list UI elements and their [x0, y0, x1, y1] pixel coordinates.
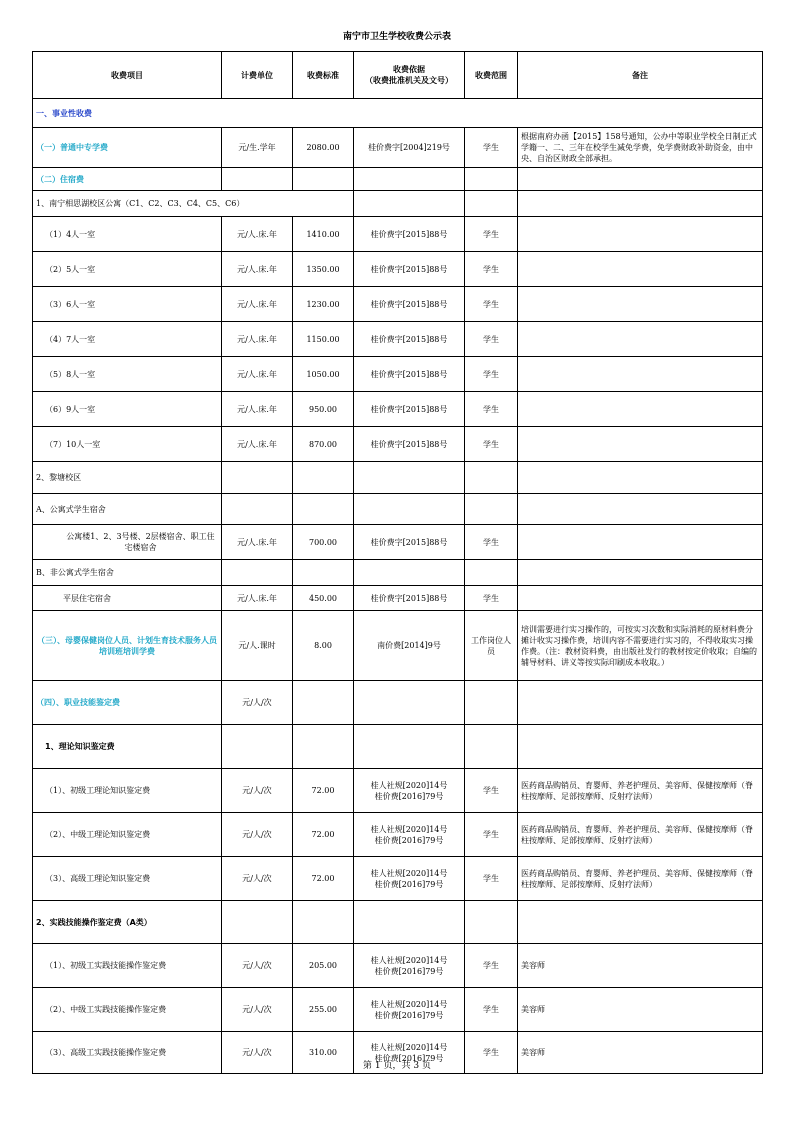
unit-cell: 元/人.床.年 — [222, 287, 293, 322]
header-note: 备注 — [518, 52, 763, 99]
basis-cell — [354, 944, 465, 988]
unit-cell: 元/人/次 — [222, 769, 293, 813]
item-cell: （2）5人一室 — [33, 252, 222, 287]
item-cell: A、公寓式学生宿舍 — [33, 494, 222, 525]
standard-cell: 72.00 — [293, 813, 354, 857]
basis-line2: 桂价费[2016]79号 — [374, 966, 444, 976]
header-item: 收费项目 — [33, 52, 222, 99]
standard-cell: 1150.00 — [293, 322, 354, 357]
item-cell: 2、黎塘校区 — [33, 462, 222, 494]
standard-cell: 72.00 — [293, 857, 354, 901]
scope-cell: 学生 — [465, 287, 518, 322]
fee-table — [32, 51, 763, 1074]
basis-cell: 桂价费字[2004]219号 — [354, 128, 465, 168]
item-cell: 平层住宅宿舍 — [33, 586, 222, 611]
scope-cell: 学生 — [465, 988, 518, 1032]
basis-cell — [354, 857, 465, 901]
table-row — [33, 611, 763, 681]
unit-cell: 元/人.床.年 — [222, 252, 293, 287]
scope-cell: 学生 — [465, 857, 518, 901]
table-row — [33, 813, 763, 857]
basis-cell — [354, 813, 465, 857]
standard-cell: 1230.00 — [293, 287, 354, 322]
unit-cell: 元/人.床.年 — [222, 427, 293, 462]
note-cell: 医药商品购销员、育婴师、养老护理员、美容师、保健按摩师（脊柱按摩师、足部按摩师、反射疗法师） — [518, 813, 763, 857]
basis-line2: 桂价费[2016]79号 — [374, 791, 444, 801]
table-row — [33, 769, 763, 813]
basis-line1: 桂人社规[2020]14号 — [370, 780, 448, 790]
unit-cell: 元/人/次 — [222, 1032, 293, 1074]
item-cell: （6）9人一室 — [33, 392, 222, 427]
table-row — [33, 586, 763, 611]
scope-cell: 学生 — [465, 392, 518, 427]
section-title: 一、事业性收费 — [33, 99, 763, 128]
scope-cell: 学生 — [465, 944, 518, 988]
note-cell: 根据南府办函【2015】158号通知，公办中等职业学校全日制正式学籍一、二、三年在校学生减免学费，免学费财政补助资金，由中央、自治区财政全部承担。 — [518, 128, 763, 168]
basis-cell — [354, 769, 465, 813]
unit-cell: 元/人.床.年 — [222, 357, 293, 392]
standard-cell: 1050.00 — [293, 357, 354, 392]
note-cell: 美容师 — [518, 944, 763, 988]
scope-cell: 学生 — [465, 217, 518, 252]
scope-cell: 学生 — [465, 586, 518, 611]
basis-line1: 桂人社规[2020]14号 — [370, 868, 448, 878]
basis-line1: 桂人社规[2020]14号 — [370, 999, 448, 1009]
scope-cell: 学生 — [465, 128, 518, 168]
basis-cell: 桂价费字[2015]88号 — [354, 217, 465, 252]
header-basis-line1: 收费依据 — [393, 65, 425, 74]
table-row — [33, 944, 763, 988]
table-row — [33, 392, 763, 427]
basis-line2: 桂价费[2016]79号 — [374, 879, 444, 889]
standard-cell: 1410.00 — [293, 217, 354, 252]
table-row — [33, 99, 763, 128]
unit-cell: 元/人/次 — [222, 857, 293, 901]
unit-cell: 元/人.床.年 — [222, 586, 293, 611]
note-cell: 美容师 — [518, 988, 763, 1032]
standard-cell: 700.00 — [293, 525, 354, 560]
table-row — [33, 427, 763, 462]
scope-cell: 学生 — [465, 322, 518, 357]
table-row — [33, 252, 763, 287]
table-row — [33, 857, 763, 901]
header-standard: 收费标准 — [293, 52, 354, 99]
table-row — [33, 322, 763, 357]
basis-line2: 桂价费[2016]79号 — [374, 835, 444, 845]
item-cell: B、非公寓式学生宿舍 — [33, 560, 222, 586]
basis-cell: 桂价费字[2015]88号 — [354, 287, 465, 322]
note-cell: 医药商品购销员、育婴师、养老护理员、美容师、保健按摩师（脊柱按摩师、足部按摩师、反射疗法师） — [518, 857, 763, 901]
standard-cell: 8.00 — [293, 611, 354, 681]
standard-cell: 2080.00 — [293, 128, 354, 168]
table-row — [33, 681, 763, 725]
table-row — [33, 217, 763, 252]
item-cell: （3）6人一室 — [33, 287, 222, 322]
unit-cell: 元/人/次 — [222, 813, 293, 857]
table-row — [33, 191, 763, 217]
item-cell: （3）、高级工实践技能操作鉴定费 — [33, 1032, 222, 1074]
standard-cell: 205.00 — [293, 944, 354, 988]
table-row — [33, 901, 763, 944]
basis-cell — [354, 988, 465, 1032]
item-cell: （二）住宿费 — [33, 168, 222, 191]
item-cell: （1）4人一室 — [33, 217, 222, 252]
basis-line1: 桂人社规[2020]14号 — [370, 1042, 448, 1052]
table-row — [33, 560, 763, 586]
basis-cell: 桂价费字[2015]88号 — [354, 525, 465, 560]
table-row — [33, 725, 763, 769]
item-cell: 1、南宁相思湖校区公寓（C1、C2、C3、C4、C5、C6） — [33, 191, 354, 217]
scope-cell: 学生 — [465, 813, 518, 857]
item-cell: 公寓楼1、2、3号楼、2层楼宿舍、职工住宅楼宿舍 — [33, 525, 222, 560]
basis-line2: 桂价费[2016]79号 — [374, 1010, 444, 1020]
item-cell: （2）、中级工理论知识鉴定费 — [33, 813, 222, 857]
item-cell: （3）、高级工理论知识鉴定费 — [33, 857, 222, 901]
item-cell: （4）7人一室 — [33, 322, 222, 357]
table-row — [33, 287, 763, 322]
item-cell: （7）10人一室 — [33, 427, 222, 462]
table-row — [33, 357, 763, 392]
table-row — [33, 462, 763, 494]
basis-cell: 桂价费字[2015]88号 — [354, 427, 465, 462]
item-cell: （1）、初级工理论知识鉴定费 — [33, 769, 222, 813]
note-cell: 医药商品购销员、育婴师、养老护理员、美容师、保健按摩师（脊柱按摩师、足部按摩师、反射疗法师） — [518, 769, 763, 813]
scope-cell: 学生 — [465, 769, 518, 813]
item-cell: （一）普通中专学费 — [33, 128, 222, 168]
header-unit: 计费单位 — [222, 52, 293, 99]
basis-cell: 桂价费字[2015]88号 — [354, 357, 465, 392]
page-title: 南宁市卫生学校收费公示表 — [342, 32, 451, 42]
standard-cell: 450.00 — [293, 586, 354, 611]
unit-cell: 元/人/次 — [222, 944, 293, 988]
scope-cell: 学生 — [465, 525, 518, 560]
unit-cell: 元/人/次 — [222, 988, 293, 1032]
standard-cell: 1350.00 — [293, 252, 354, 287]
standard-cell: 255.00 — [293, 988, 354, 1032]
unit-cell: 元/人.课时 — [222, 611, 293, 681]
item-cell: （5）8人一室 — [33, 357, 222, 392]
basis-line1: 桂人社规[2020]14号 — [370, 824, 448, 834]
basis-cell: 桂价费字[2015]88号 — [354, 252, 465, 287]
table-row — [33, 128, 763, 168]
standard-cell: 72.00 — [293, 769, 354, 813]
basis-cell: 桂价费字[2015]88号 — [354, 322, 465, 357]
scope-cell: 学生 — [465, 357, 518, 392]
item-cell: （2）、中级工实践技能操作鉴定费 — [33, 988, 222, 1032]
header-basis — [354, 52, 465, 99]
page-footer: 第 1 页，共 3 页 — [363, 1061, 431, 1071]
scope-cell: 学生 — [465, 427, 518, 462]
basis-cell: 桂价费字[2015]88号 — [354, 392, 465, 427]
basis-line2: 桂价费[2016]79号 — [374, 1053, 444, 1063]
unit-cell: 元/人.床.年 — [222, 217, 293, 252]
unit-cell: 元/生.学年 — [222, 128, 293, 168]
scope-cell: 工作岗位人员 — [465, 611, 518, 681]
basis-cell: 南价费[2014]9号 — [354, 611, 465, 681]
item-cell: （1）、初级工实践技能操作鉴定费 — [33, 944, 222, 988]
table-row — [33, 168, 763, 191]
item-cell: （三）、母婴保健岗位人员、计划生育技术服务人员培训班培训学费 — [33, 611, 222, 681]
scope-cell: 学生 — [465, 1032, 518, 1074]
unit-cell: 元/人/次 — [222, 681, 293, 725]
note-cell: 美容师 — [518, 1032, 763, 1074]
unit-cell: 元/人.床.年 — [222, 322, 293, 357]
note-cell: 培训需要进行实习操作的，可按实习次数和实际消耗的原材料费分摊计收实习操作费，培训内容不需要进行实习的，不得收取实习操作费。（注：教材资料费，由出版社发行的教材按定价收取；自编的辅导材料、讲义等按实际印刷成本收取。） — [518, 611, 763, 681]
item-cell: 1、理论知识鉴定费 — [33, 725, 222, 769]
header-scope: 收费范围 — [465, 52, 518, 99]
table-row — [33, 494, 763, 525]
unit-cell: 元/人.床.年 — [222, 525, 293, 560]
table-header-row — [33, 52, 763, 99]
standard-cell: 310.00 — [293, 1032, 354, 1074]
table-row — [33, 525, 763, 560]
item-cell: 2、实践技能操作鉴定费（A类） — [33, 901, 222, 944]
table-row — [33, 988, 763, 1032]
standard-cell: 950.00 — [293, 392, 354, 427]
unit-cell: 元/人.床.年 — [222, 392, 293, 427]
item-cell: （四）、职业技能鉴定费 — [33, 681, 222, 725]
header-basis-line2: （收费批准机关及文号） — [365, 76, 453, 85]
scope-cell: 学生 — [465, 252, 518, 287]
basis-cell: 桂价费字[2015]88号 — [354, 586, 465, 611]
standard-cell: 870.00 — [293, 427, 354, 462]
basis-line1: 桂人社规[2020]14号 — [370, 955, 448, 965]
